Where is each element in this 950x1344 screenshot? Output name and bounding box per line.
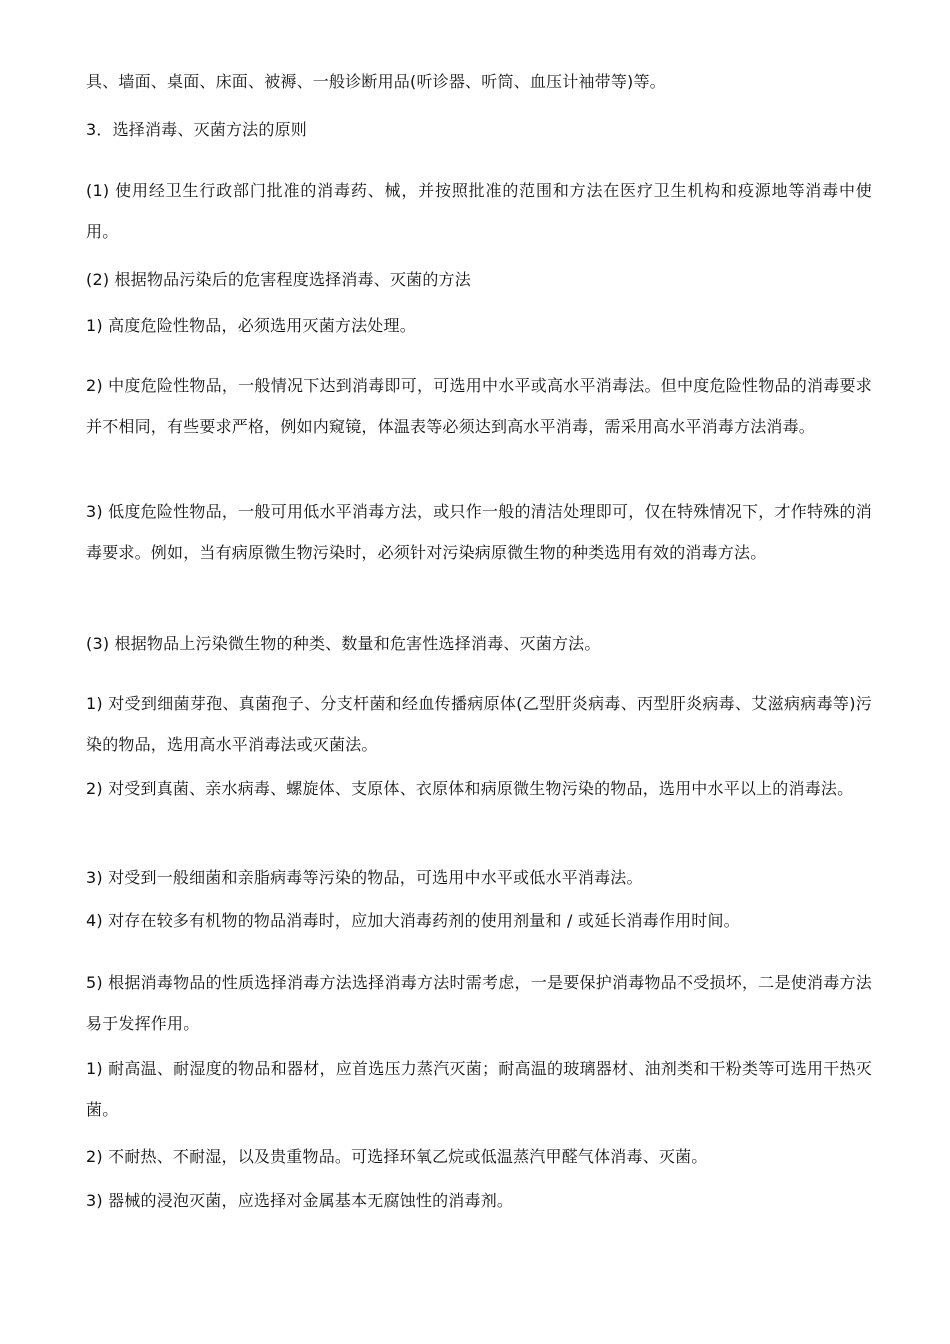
paragraph-3: (3) 根据物品上污染微生物的种类、数量和危害性选择消毒、灭菌方法。 — [86, 634, 601, 653]
list-item-medium-risk: 2) 中度危险性物品，一般情况下达到消毒即可，可选用中水平或高水平消毒法。但中度危险性物品的消毒要求并不相同，有些要求严格，例如内窥镜，体温表等必须达到高水平消毒，需采用高水平消毒方法消毒。 — [86, 376, 872, 436]
paragraph-items-continued: 具、墙面、桌面、床面、被褥、一般诊断用品(听诊器、听筒、血压计袖带等)等。 — [86, 72, 666, 91]
list-item-heat-resistant: 1) 耐高温、耐湿度的物品和器材，应首选压力蒸汽灭菌；耐高温的玻璃器材、油剂类和干粉类等可选用干热灭菌。 — [86, 1059, 872, 1119]
list-item-organic: 4) 对存在较多有机物的物品消毒时，应加大消毒药剂的使用剂量和 / 或延长消毒作用时间。 — [86, 911, 740, 930]
list-item-instrument-soak: 3) 器械的浸泡灭菌，应选择对金属基本无腐蚀性的消毒剂。 — [86, 1191, 514, 1210]
section-heading-3: 3．选择消毒、灭菌方法的原则 — [86, 120, 307, 139]
list-item-bacteria: 3) 对受到一般细菌和亲脂病毒等污染的物品，可选用中水平或低水平消毒法。 — [86, 868, 643, 887]
list-item-fungi: 2) 对受到真菌、亲水病毒、螺旋体、支原体、衣原体和病原微生物污染的物品，选用中水平以上的消毒法。 — [86, 779, 854, 798]
list-item-heat-sensitive: 2) 不耐热、不耐湿，以及贵重物品。可选择环氧乙烷或低温蒸汽甲醛气体消毒、灭菌。 — [86, 1147, 708, 1166]
list-item-high-risk: 1) 高度危险性物品，必须选用灭菌方法处理。 — [86, 316, 416, 335]
paragraph-1: (1) 使用经卫生行政部门批准的消毒药、械，并按照批准的范围和方法在医疗卫生机构和疫源地等消毒中使用。 — [86, 181, 872, 241]
list-item-low-risk: 3) 低度危险性物品，一般可用低水平消毒方法，或只作一般的清洁处理即可，仅在特殊情况下，才作特殊的消毒要求。例如，当有病原微生物污染时，必须针对污染病原微生物的种类选用有效的消毒方法。 — [86, 502, 872, 562]
paragraph-2: (2) 根据物品污染后的危害程度选择消毒、灭菌的方法 — [86, 270, 471, 289]
list-item-spores: 1) 对受到细菌芽孢、真菌孢子、分支杆菌和经血传播病原体(乙型肝炎病毒、丙型肝炎病毒、艾滋病病毒等)污染的物品，选用高水平消毒法或灭菌法。 — [86, 694, 872, 754]
paragraph-5: 5) 根据消毒物品的性质选择消毒方法选择消毒方法时需考虑，一是要保护消毒物品不受损坏，二是使消毒方法易于发挥作用。 — [86, 973, 872, 1033]
